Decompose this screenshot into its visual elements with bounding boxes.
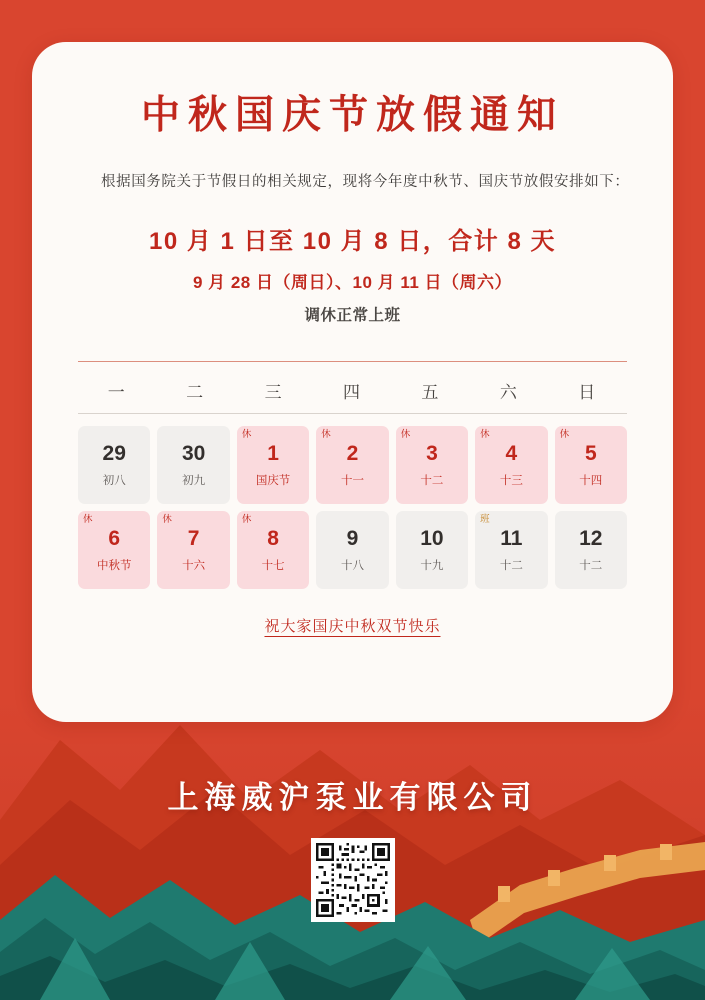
makeup-dates-text: 9 月 28 日（周日）、10 月 11 日（周六） — [192, 273, 513, 292]
calendar-weekday-header — [78, 362, 627, 413]
day-lunar: 十八 — [340, 560, 364, 573]
highlight-block — [32, 221, 673, 325]
day-number: 12 — [579, 526, 603, 550]
day-lunar: 中秋节 — [96, 560, 132, 573]
day-tag: 班 — [480, 514, 490, 525]
day-lunar: 初九 — [182, 475, 206, 488]
day-tag: 休 — [241, 514, 252, 525]
weekday-wed: 三 — [264, 383, 284, 402]
calendar-day-cell — [555, 511, 627, 589]
day-tag: 休 — [162, 514, 172, 525]
calendar-top-divider — [78, 361, 627, 362]
wish-text: 祝大家国庆中秋双节快乐 — [264, 618, 441, 635]
calendar-day-cell — [316, 511, 388, 589]
makeup-note-text: 调休正常上班 — [304, 307, 401, 324]
qr-code[interactable] — [311, 838, 395, 922]
calendar-day-cell — [78, 511, 150, 589]
calendar-day-cell — [157, 511, 229, 589]
weekday-fri: 五 — [421, 383, 441, 402]
calendar — [78, 361, 627, 589]
day-tag: 休 — [83, 514, 93, 525]
calendar-day-cell — [396, 426, 468, 504]
day-tag: 休 — [559, 429, 570, 440]
calendar-day-cell — [237, 511, 309, 589]
day-number: 9 — [346, 526, 359, 550]
day-number: 6 — [108, 526, 121, 550]
calendar-day-cell — [555, 426, 627, 504]
day-lunar: 十二 — [420, 475, 444, 488]
day-tag: 休 — [480, 429, 490, 440]
calendar-day-cell — [396, 511, 468, 589]
day-lunar: 十六 — [182, 560, 206, 573]
day-number: 10 — [420, 526, 444, 550]
weekday-sun: 日 — [578, 383, 598, 402]
calendar-day-cell — [157, 426, 229, 504]
day-lunar: 十一 — [340, 475, 364, 488]
day-number: 3 — [426, 441, 438, 465]
day-number: 30 — [181, 441, 206, 465]
weekday-sat: 六 — [499, 383, 519, 402]
calendar-day-cell — [78, 426, 150, 504]
day-number: 7 — [187, 526, 200, 550]
calendar-day-cell — [237, 426, 309, 504]
weekday-tue: 二 — [186, 383, 206, 402]
calendar-day-cell — [316, 426, 388, 504]
calendar-day-cell — [475, 426, 547, 504]
day-number: 5 — [584, 441, 597, 465]
day-lunar: 十二 — [579, 560, 603, 573]
day-tag: 休 — [241, 429, 252, 440]
page-title: 中秋国庆节放假通知 — [140, 94, 564, 137]
calendar-grid — [78, 414, 627, 589]
day-number: 2 — [346, 441, 359, 465]
day-number: 11 — [500, 526, 523, 550]
company-name: 上海威沪泵业有限公司 — [167, 780, 538, 815]
weekday-mon: 一 — [107, 383, 127, 402]
holiday-range-text: 10 月 1 日至 10 月 8 日，合计 8 天 — [149, 228, 556, 255]
day-number: 4 — [505, 441, 518, 465]
day-number: 1 — [267, 441, 279, 465]
day-tag: 休 — [400, 429, 411, 440]
day-lunar: 十九 — [420, 560, 444, 573]
notice-card — [32, 42, 673, 722]
day-lunar: 十三 — [499, 475, 523, 488]
day-lunar: 初八 — [102, 475, 126, 488]
day-lunar: 十四 — [579, 475, 603, 488]
day-tag: 休 — [321, 429, 331, 440]
day-number: 8 — [267, 526, 279, 550]
day-lunar: 国庆节 — [255, 475, 291, 488]
calendar-day-cell — [475, 511, 547, 589]
day-number: 29 — [102, 441, 126, 465]
weekday-thu: 四 — [342, 383, 362, 402]
day-lunar: 十七 — [261, 560, 285, 573]
notice-paragraph: 根据国务院关于节假日的相关规定，现将今年度中秋节、国庆节放假安排如下： — [101, 174, 630, 190]
day-lunar: 十二 — [499, 560, 523, 573]
